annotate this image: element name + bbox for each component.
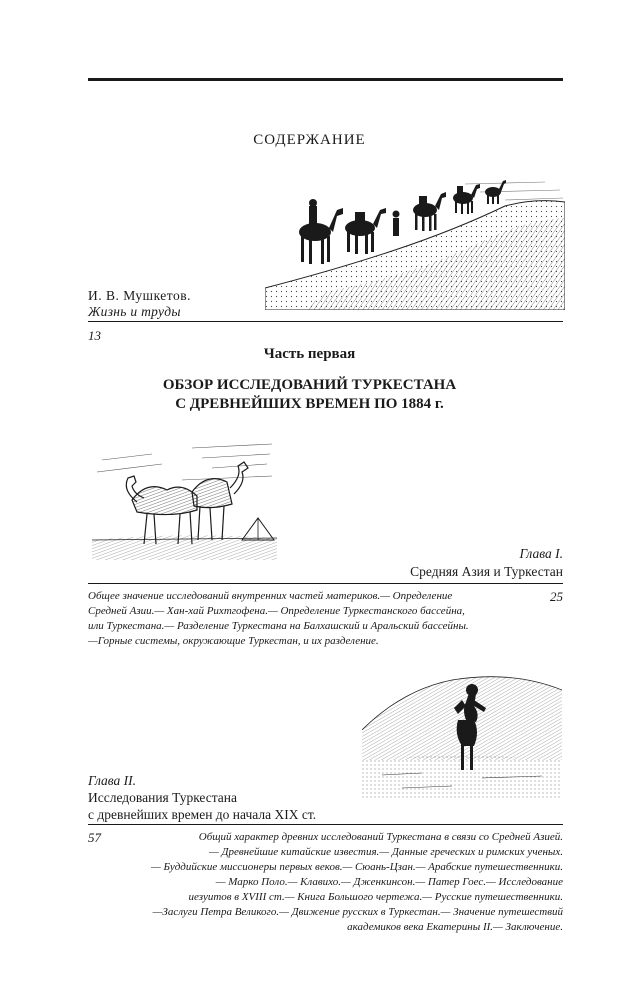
chapter1-summary-line3: или Туркестана.— Разделение Туркестана на Балхашский и Аральский бассейны. (88, 620, 469, 632)
chapter1-page-number: 25 (550, 589, 563, 604)
chapter1-rule (88, 583, 563, 584)
chapter1-summary-line4: —Горные системы, окружающие Туркестан, и их разделение. (88, 635, 379, 647)
chapter2-title-line1: Исследования Туркестана (88, 790, 238, 805)
part-label: Часть первая (263, 346, 356, 362)
chapter2-summary-line5: иезуитов в XVIII ст.— Книга Большого чертежа.— Русские путешественники. (188, 891, 563, 903)
chapter2-title-line2: с древнейших времен до начала XIX ст. (88, 807, 317, 822)
caravan-illustration (265, 170, 565, 310)
chapter1-summary-line1: Общее значение исследований внутренних частей материков.— Определение (88, 590, 453, 602)
chapter1-title: Средняя Азия и Туркестан (410, 564, 563, 579)
chapter2-summary-line1: Общий характер древних исследований Туркестана в связи со Средней Азией. (198, 831, 563, 843)
page-title: СОДЕРЖАНИЕ (253, 132, 366, 148)
chapter2-summary-line7: академиков века Екатерины II.— Заключение. (347, 921, 563, 933)
chapter2-label: Глава II. (88, 773, 137, 788)
part-title-line1: ОБЗОР ИССЛЕДОВАНИЙ ТУРКЕСТАНА (162, 377, 457, 393)
rider-illustration (362, 660, 562, 800)
intro-rule (88, 321, 563, 322)
chapter2-rule (88, 824, 563, 825)
chapter1-label: Глава I. (519, 546, 563, 561)
part-title-line2: С ДРЕВНЕЙШИХ ВРЕМЕН ПО 1884 г. (175, 396, 444, 412)
chapter1-summary-line2: Средней Азии.— Хан-хай Рихтгофена.— Определение Туркестанского бассейна, (88, 605, 465, 617)
chapter2-summary-line4: — Марко Поло.— Клавихо.— Дженкинсон.— Патер Гоес.— Исследование (215, 876, 563, 888)
chapter2-summary-line6: —Заслуги Петра Великого.— Движение русских в Туркестан.— Значение путешествий (152, 906, 563, 918)
chapter2-summary-line3: — Буддийские миссионеры первых веков.— Сюань-Цзан.— Арабские путешественники. (150, 861, 563, 873)
top-rule (88, 78, 563, 81)
camels-illustration (92, 440, 277, 560)
chapter2-page-number: 57 (88, 830, 101, 845)
intro-page-number: 13 (88, 328, 101, 343)
intro-author: И. В. Мушкетов. (88, 288, 192, 303)
chapter2-summary-line2: — Древнейшие китайские известия.— Данные греческих и римских ученых. (208, 846, 563, 858)
intro-title: Жизнь и труды (88, 304, 181, 319)
